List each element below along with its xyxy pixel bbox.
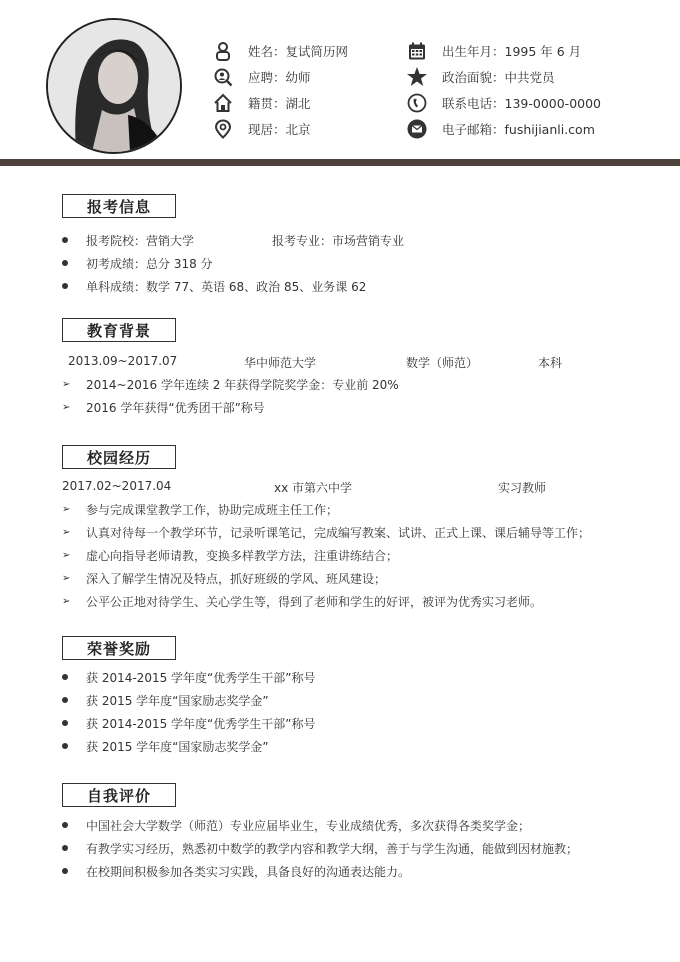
list-item: 在校期间积极参加各类实习实践，具备良好的沟通表达能力。 <box>62 862 410 880</box>
arrow-bullet-icon: ➢ <box>62 526 71 538</box>
campus-org: xx 市第六中学 <box>274 481 353 495</box>
info-politics: 政治面貌：中共党员 <box>406 66 555 88</box>
location-pin-icon <box>212 118 234 140</box>
list-item: ➢ 公平公正地对待学生、关心学生等，得到了老师和学生的好评，被评为优秀实习老师。 <box>62 594 543 609</box>
person-icon <box>212 40 234 62</box>
profile-photo <box>46 18 182 154</box>
list-item: ➢ 参与完成课堂教学工作，协助完成班主任工作； <box>62 502 339 517</box>
bullet-dot-icon <box>62 260 68 266</box>
list-item: ➢ 2014~2016 学年连续 2 年获得学院奖学金：专业前 20% <box>62 377 399 392</box>
section-title-education: 教育背景 <box>62 318 176 342</box>
list-item: 有教学实习经历，熟悉初中数学的教学内容和教学大纲，善于与学生沟通，能做到因材施教； <box>62 839 578 857</box>
phone-icon <box>406 92 428 114</box>
list-item: 单科成绩：数学 77、英语 68、政治 85、业务课 62 <box>62 277 366 295</box>
bullet-dot-icon <box>62 674 68 680</box>
home-icon <box>212 92 234 114</box>
mail-icon <box>406 118 428 140</box>
list-item: 中国社会大学数学（师范）专业应届毕业生，专业成绩优秀，多次获得各类奖学金； <box>62 816 530 834</box>
arrow-bullet-icon: ➢ <box>62 401 71 413</box>
arrow-bullet-icon: ➢ <box>62 595 71 607</box>
calendar-icon <box>406 40 428 62</box>
education-period: 2013.09~2017.07 <box>68 354 178 368</box>
section-title-exam: 报考信息 <box>62 194 176 218</box>
arrow-bullet-icon: ➢ <box>62 572 71 584</box>
list-item: ➢ 认真对待每一个教学环节，记录听课笔记，完成编写教案、试讲、正式上课、课后辅导等工作； <box>62 525 591 540</box>
arrow-bullet-icon: ➢ <box>62 549 71 561</box>
education-major: 数学（师范） <box>406 356 479 370</box>
education-degree: 本科 <box>538 356 563 370</box>
list-item: 获 2014-2015 学年度“优秀学生干部”称号 <box>62 714 315 732</box>
education-school: 华中师范大学 <box>244 356 317 370</box>
bullet-dot-icon <box>62 822 68 828</box>
info-email: 电子邮箱：fushijianli.com <box>406 118 595 140</box>
arrow-bullet-icon: ➢ <box>62 378 71 390</box>
list-item: 报考院校：营销大学 报考专业：市场营销专业 <box>62 231 404 249</box>
info-name: 姓名：复试简历网 <box>212 40 348 62</box>
info-position: 应聘：幼师 <box>212 66 311 88</box>
list-item: ➢ 深入了解学生情况及特点，抓好班级的学风、班风建设； <box>62 571 387 586</box>
campus-period: 2017.02~2017.04 <box>62 479 172 493</box>
info-hometown: 籍贯：湖北 <box>212 92 311 114</box>
campus-role: 实习教师 <box>498 481 547 495</box>
bullet-dot-icon <box>62 720 68 726</box>
portrait-illustration <box>48 20 180 152</box>
list-item: 初考成绩：总分 318 分 <box>62 254 213 272</box>
header-divider <box>0 159 680 166</box>
info-phone: 联系电话：139-0000-0000 <box>406 92 601 114</box>
bullet-dot-icon <box>62 283 68 289</box>
list-item: ➢ 虚心向指导老师请教，变换多样教学方法，注重讲练结合； <box>62 548 399 563</box>
info-residence: 现居：北京 <box>212 118 311 140</box>
bullet-dot-icon <box>62 697 68 703</box>
bullet-dot-icon <box>62 845 68 851</box>
section-title-honors: 荣誉奖励 <box>62 636 176 660</box>
star-icon <box>406 66 428 88</box>
bullet-dot-icon <box>62 743 68 749</box>
section-title-campus: 校园经历 <box>62 445 176 469</box>
list-item: 获 2015 学年度“国家励志奖学金” <box>62 691 269 709</box>
list-item: 获 2015 学年度“国家励志奖学金” <box>62 737 269 755</box>
info-birth: 出生年月：1995 年 6 月 <box>406 40 581 62</box>
list-item: 获 2014-2015 学年度“优秀学生干部”称号 <box>62 668 315 686</box>
list-item: ➢ 2016 学年获得“优秀团干部”称号 <box>62 400 265 415</box>
arrow-bullet-icon: ➢ <box>62 503 71 515</box>
bullet-dot-icon <box>62 237 68 243</box>
bullet-dot-icon <box>62 868 68 874</box>
section-title-self: 自我评价 <box>62 783 176 807</box>
search-person-icon <box>212 66 234 88</box>
